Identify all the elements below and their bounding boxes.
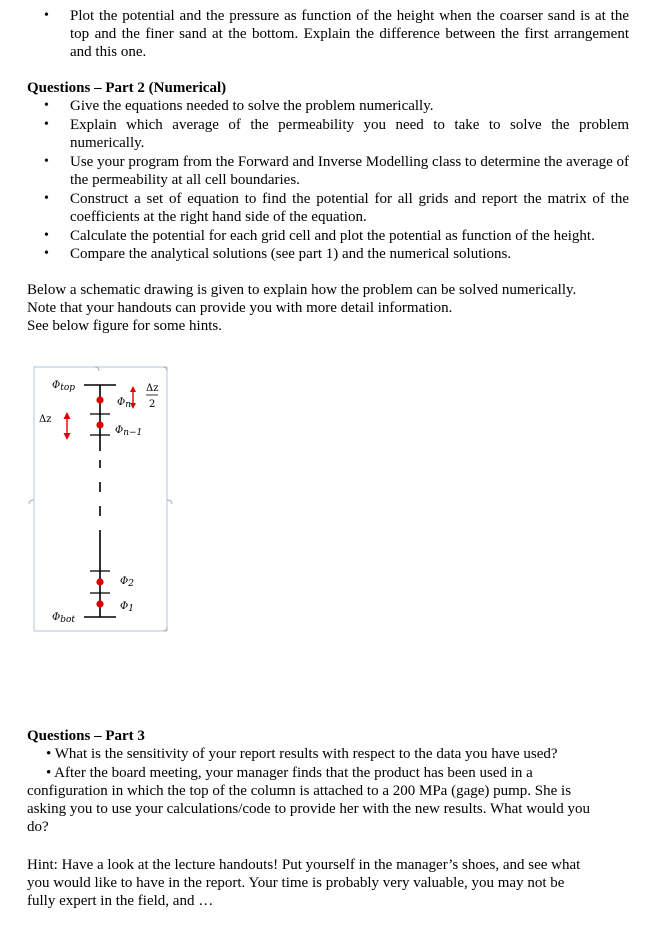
bullet-marker: • [44,228,49,243]
bullet-marker: • [44,8,49,23]
part2-heading: Questions – Part 2 (Numerical) [27,80,227,96]
half-dz-denominator: 2 [149,399,156,410]
phi-bot-label: Φbot [52,612,75,625]
part1-bullet-item [27,7,629,61]
hint-line: Hint: Have a look at the lecture handouts! Put yourself in the manager’s shoes, and see what [27,857,581,873]
hint-line: fully expert in the field, and … [27,893,214,909]
dz-label: Δz [39,414,52,425]
bullet-marker: • [44,191,49,206]
frame-handle-right [167,500,172,504]
part3-line: configuration in which the top of the column is attached to a 200 MPa (gage) pump. She is [27,783,572,799]
node-n-minus-1 [96,421,103,428]
part3-line: • After the board meeting, your manager finds that the product has been used in a [46,765,533,781]
intro-line: Below a schematic drawing is given to explain how the problem can be solved numerically. [27,282,577,298]
part2-item-text: Construct a set of equation to find the potential for all grids and report the matrix of the coefficients at the right hand side of the equation. [70,191,629,225]
part1-bullet-text: Plot the potential and the pressure as function of the height when the coarser sand is at the top and the finer sand at the bottom. Explain the difference between the first arrangement and this one. [70,8,629,60]
intro-line: Note that your handouts can provide you with more detail information. [27,300,453,316]
bullet-marker: • [44,98,49,113]
bullet-marker: • [44,154,49,169]
intro-line: See below figure for some hints. [27,318,222,334]
part2-item-text: Calculate the potential for each grid cell and plot the potential as function of the height. [70,228,595,244]
bullet-marker: • [44,117,49,132]
node-2 [96,578,103,585]
figure-intro-paragraph [27,281,629,335]
part3-line: asking you to use your calculations/code to provide her with the new results. What would you [27,801,590,817]
numerical-grid-schematic [0,355,660,645]
phi-2-label: Φ2 [120,576,134,589]
dz-arrow-head-up [64,412,71,419]
part2-item-text: Explain which average of the permeability you need to take to solve the problem numerically. [70,117,629,151]
frame-handle-top-right [163,367,167,371]
phi-1-label: Φ1 [120,601,134,614]
frame-handle-bottom-right [163,627,167,631]
hint-paragraph [27,856,629,910]
part3-bullet-2 [27,764,629,836]
part2-item-text: Use your program from the Forward and Inverse Modelling class to determine the average of the permeability at all cell boundaries. [70,154,629,188]
node-n [96,396,103,403]
half-dz-numerator: Δz [146,383,159,394]
dz-arrow-head-down [64,433,71,440]
phi-n-label: Φn [117,397,131,410]
phi-n-minus-1-label: Φn−1 [115,425,143,438]
frame-handle-top [95,367,99,371]
part3-heading: Questions – Part 3 [27,728,145,744]
bullet-marker: • [44,246,49,261]
hint-line: you would like to have in the report. Your time is probably very valuable, you may not be [27,875,565,891]
frame-handle-left [29,500,34,504]
phi-top-label: Φtop [52,380,75,393]
node-1 [96,600,103,607]
part3-line: do? [27,819,49,835]
part2-item-text: Compare the analytical solutions (see part 1) and the numerical solutions. [70,246,512,262]
part2-item-text: Give the equations needed to solve the problem numerically. [70,98,434,114]
part3-bullet-1: • What is the sensitivity of your report results with respect to the data you have used? [46,746,558,762]
half-dz-arrow-head-up [130,386,136,392]
